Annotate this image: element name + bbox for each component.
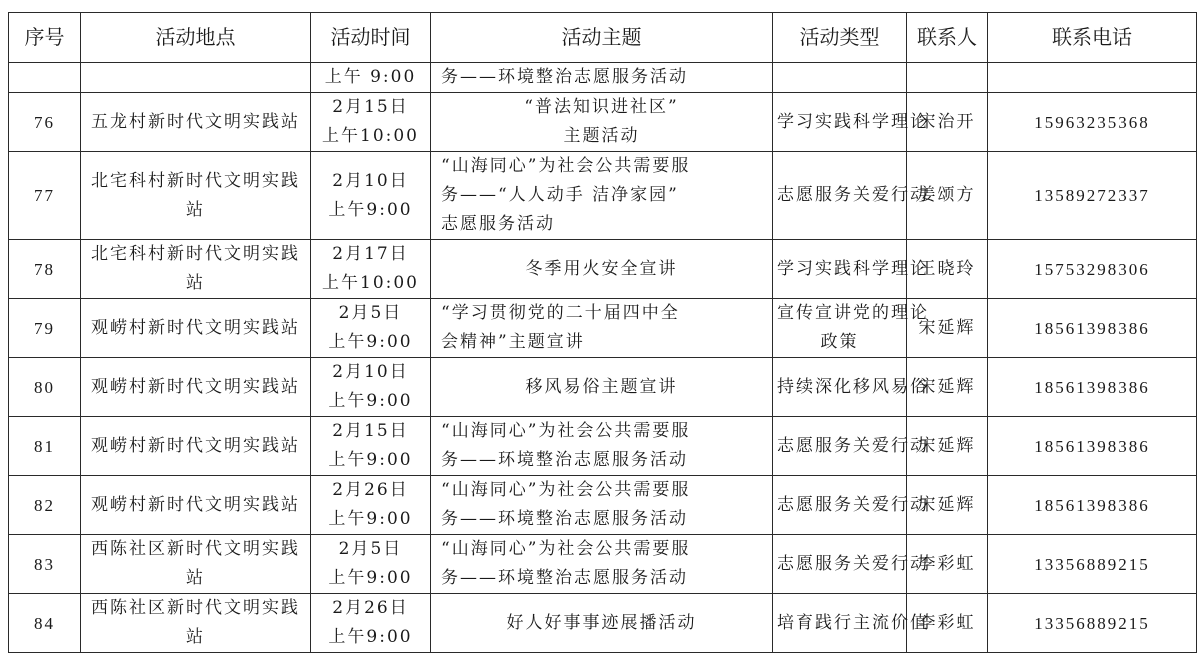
cell-location: 西陈社区新时代文明实践站 [81,535,311,594]
cell-contact [907,63,988,93]
cell-theme: 好人好事事迹展播活动 [431,594,773,653]
cell-type: 持续深化移风易俗 [773,358,907,417]
cell-theme: 移风易俗主题宣讲 [431,358,773,417]
cell-contact: 姜颂方 [907,152,988,240]
cell-phone [988,63,1197,93]
cell-index: 77 [9,152,81,240]
table-row [9,476,1197,535]
cell-type: 志愿服务关爱行动 [773,152,907,240]
cell-type: 志愿服务关爱行动 [773,417,907,476]
cell-location [81,63,311,93]
cell-type [773,63,907,93]
cell-time: 2月10日 上午9:00 [311,152,431,240]
cell-index: 76 [9,93,81,152]
cell-phone: 18561398386 [988,358,1197,417]
cell-time: 2月26日 上午9:00 [311,476,431,535]
cell-type: 学习实践科学理论 [773,93,907,152]
continuation-row [9,63,1197,93]
activity-schedule-table [8,12,1197,653]
cell-index: 79 [9,299,81,358]
table-row [9,152,1197,240]
header-row [9,13,1197,63]
table-row [9,93,1197,152]
cell-phone: 15963235368 [988,93,1197,152]
cell-index [9,63,81,93]
cell-contact: 宋延辉 [907,476,988,535]
cell-theme: “学习贯彻党的二十届四中全 会精神”主题宣讲 [431,299,773,358]
cell-index: 81 [9,417,81,476]
cell-theme: 冬季用火安全宣讲 [431,240,773,299]
cell-location: 观崂村新时代文明实践站 [81,358,311,417]
cell-location: 观崂村新时代文明实践站 [81,417,311,476]
cell-contact: 王晓玲 [907,240,988,299]
cell-theme: “山海同心”为社会公共需要服 务——“人人动手 洁净家园” 志愿服务活动 [431,152,773,240]
header-index: 序号 [9,13,81,63]
cell-contact: 宋治开 [907,93,988,152]
cell-contact: 李彩虹 [907,535,988,594]
cell-time: 2月10日 上午9:00 [311,358,431,417]
cell-time: 2月15日 上午9:00 [311,417,431,476]
cell-theme: “山海同心”为社会公共需要服 务——环境整治志愿服务活动 [431,535,773,594]
cell-theme: “山海同心”为社会公共需要服 务——环境整治志愿服务活动 [431,476,773,535]
cell-location: 五龙村新时代文明实践站 [81,93,311,152]
cell-location: 北宅科村新时代文明实践站 [81,240,311,299]
cell-type: 学习实践科学理论 [773,240,907,299]
cell-phone: 13589272337 [988,152,1197,240]
header-theme: 活动主题 [431,13,773,63]
cell-index: 84 [9,594,81,653]
cell-index: 80 [9,358,81,417]
cell-index: 78 [9,240,81,299]
cell-theme: “普法知识进社区” 主题活动 [431,93,773,152]
cell-phone: 15753298306 [988,240,1197,299]
header-location: 活动地点 [81,13,311,63]
cell-theme: “山海同心”为社会公共需要服 务——环境整治志愿服务活动 [431,417,773,476]
cell-contact: 李彩虹 [907,594,988,653]
table-row [9,417,1197,476]
cell-phone: 13356889215 [988,535,1197,594]
cell-location: 观崂村新时代文明实践站 [81,476,311,535]
cell-phone: 18561398386 [988,299,1197,358]
cell-time: 2月5日 上午9:00 [311,299,431,358]
cell-type: 培育践行主流价值 [773,594,907,653]
header-contact: 联系人 [907,13,988,63]
cell-index: 82 [9,476,81,535]
cell-contact: 宋延辉 [907,417,988,476]
table-row [9,240,1197,299]
table-row [9,299,1197,358]
cell-type: 志愿服务关爱行动 [773,476,907,535]
cell-location: 北宅科村新时代文明实践站 [81,152,311,240]
header-time: 活动时间 [311,13,431,63]
cell-phone: 18561398386 [988,476,1197,535]
cell-contact: 宋延辉 [907,358,988,417]
table-row [9,535,1197,594]
cell-location: 西陈社区新时代文明实践站 [81,594,311,653]
cell-phone: 18561398386 [988,417,1197,476]
cell-contact: 宋延辉 [907,299,988,358]
table-row [9,358,1197,417]
cell-phone: 13356889215 [988,594,1197,653]
cell-theme: 务——环境整治志愿服务活动 [431,63,773,93]
cell-type: 志愿服务关爱行动 [773,535,907,594]
cell-type: 宣传宣讲党的理论 政策 [773,299,907,358]
cell-time: 2月17日 上午10:00 [311,240,431,299]
cell-time: 2月15日 上午10:00 [311,93,431,152]
cell-time: 2月5日 上午9:00 [311,535,431,594]
header-phone: 联系电话 [988,13,1197,63]
table-row [9,594,1197,653]
cell-time: 上午 9:00 [311,63,431,93]
cell-index: 83 [9,535,81,594]
cell-time: 2月26日 上午9:00 [311,594,431,653]
cell-location: 观崂村新时代文明实践站 [81,299,311,358]
header-type: 活动类型 [773,13,907,63]
